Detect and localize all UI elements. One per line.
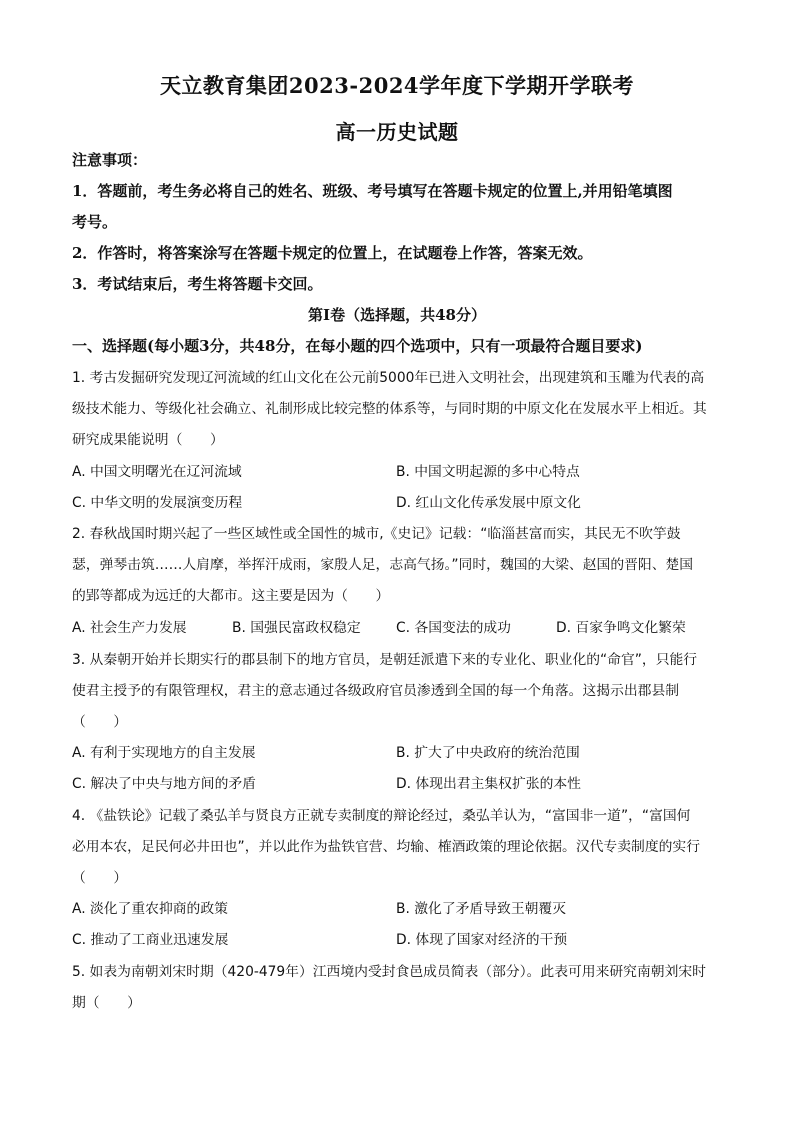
question-3-option-b: B. 扩大了中央政府的统治范围: [396, 745, 580, 761]
question-3-line-1: 3. 从秦朝开始并长期实行的郡县制下的地方官员，是朝廷派遣下来的专业化、职业化的“命官”，只能行: [72, 652, 698, 668]
question-2-line-3: 的郢等都成为远迁的大都市。这主要是因为（ ）: [72, 588, 390, 604]
question-1-option-c: C. 中华文明的发展演变历程: [72, 495, 243, 511]
question-1-line-3: 研究成果能说明（ ）: [72, 432, 224, 448]
question-3-option-a: A. 有利于实现地方的自主发展: [72, 745, 256, 761]
question-2-line-2: 瑟，弹琴击筑……人肩摩，举挥汗成雨，家殷人足，志高气扬。”同时，魏国的大梁、赵国的晋阳、楚国: [72, 557, 694, 573]
notice-heading: 注意事项：: [72, 151, 148, 169]
question-2-option-a: A. 社会生产力发展: [72, 620, 187, 636]
question-4-option-c: C. 推动了工商业迅速发展: [72, 932, 229, 948]
notice-item-1: 1．答题前，考生务必将自己的姓名、班级、考号填写在答题卡规定的位置上,并用铅笔填图: [72, 182, 673, 200]
question-1-line-1: 1. 考古发掘研究发现辽河流域的红山文化在公元前5000年已进入文明社会，出现建筑和玉雕为代表的高: [72, 370, 705, 386]
question-1-option-d: D. 红山文化传承发展中原文化: [396, 495, 581, 511]
question-1-line-2: 级技术能力、等级化社会确立、礼制形成比较完整的体系等，与同时期的中原文化在发展水平上相近。其: [72, 401, 707, 417]
question-1-option-b: B. 中国文明起源的多中心特点: [396, 464, 580, 480]
question-4-option-a: A. 淡化了重农抑商的政策: [72, 901, 228, 917]
volume-heading: 第Ⅰ卷（选择题，共48分）: [308, 306, 486, 324]
question-4-line-3: （ ）: [72, 870, 128, 886]
question-2-option-c: C. 各国变法的成功: [396, 620, 511, 636]
notice-item-3: 3．考试结束后，考生将答题卡交回。: [72, 275, 323, 293]
question-4-line-1: 4. 《盐铁论》记载了桑弘羊与贤良方正就专卖制度的辩论经过，桑弘羊认为，“富国非一道”，“富国何: [72, 808, 691, 824]
notice-item-1-cont: 考号。: [72, 213, 118, 231]
part-heading: 一、选择题(每小题3分，共48分，在每小题的四个选项中，只有一项最符合题目要求): [72, 337, 643, 355]
question-2-line-1: 2. 春秋战国时期兴起了一些区域性或全国性的城市,《史记》记载：“临淄甚富而实，其民无不吹竽鼓: [72, 526, 681, 542]
notice-item-2: 2．作答时，将答案涂写在答题卡规定的位置上，在试题卷上作答，答案无效。: [72, 244, 593, 262]
question-4-option-b: B. 激化了矛盾导致王朝覆灭: [396, 901, 567, 917]
question-3-option-d: D. 体现出君主集权扩张的本性: [396, 776, 581, 792]
question-3-line-2: 使君主授予的有限管理权，君主的意志通过各级政府官员渗透到全国的每一个角落。这揭示出郡县制: [72, 683, 680, 699]
exam-title: 天立教育集团2023-2024学年度下学期开学联考: [159, 73, 635, 98]
question-2-option-d: D. 百家争鸣文化繁荣: [556, 620, 686, 636]
question-3-line-3: （ ）: [72, 714, 128, 730]
exam-subtitle: 高一历史试题: [335, 120, 459, 144]
question-2-option-b: B. 国强民富政权稳定: [232, 620, 361, 636]
question-1-option-a: A. 中国文明曙光在辽河流域: [72, 464, 242, 480]
question-5-line-2: 期（ ）: [72, 995, 141, 1011]
question-4-option-d: D. 体现了国家对经济的干预: [396, 932, 568, 948]
question-3-option-c: C. 解决了中央与地方间的矛盾: [72, 776, 256, 792]
question-4-line-2: 必用本农，足民何必井田也”，并以此作为盐铁官营、均输、榷酒政策的理论依据。汉代专卖制度的实行: [72, 839, 701, 855]
question-5-line-1: 5. 如表为南朝刘宋时期（420-479年）江西境内受封食邑成员简表（部分）。此表可用来研究南朝刘宋时: [72, 964, 706, 980]
